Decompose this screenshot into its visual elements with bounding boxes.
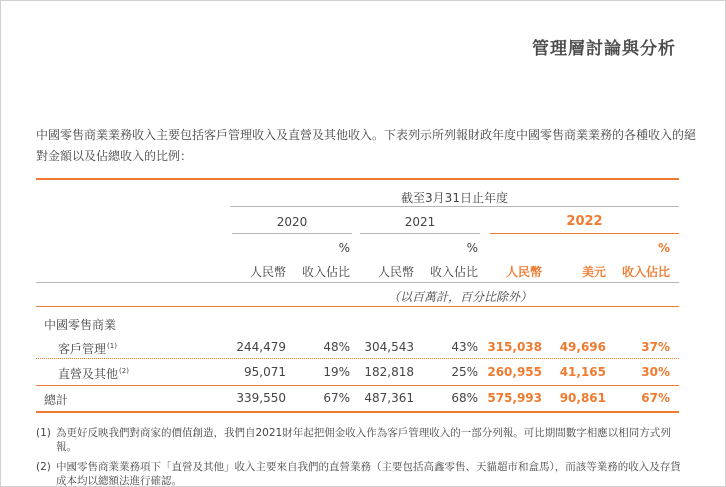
col-rmb-2022: 人民幣: [505, 265, 542, 279]
row-direct-sales-pct-2022: 30%: [641, 365, 670, 379]
total-pct-2020: 67%: [323, 391, 350, 405]
total-top-rule: [36, 385, 679, 386]
intro-paragraph: 中國零售商業業務收入主要包括客戶管理收入及直營及其他收入。下表列示所列報財政年度中國零售商業業務的各種收入的絕對金額以及佔總收入的比例：: [36, 128, 697, 163]
row-direct-sales-usd-2022: 41,165: [559, 365, 606, 379]
col-usd-2022: 美元: [581, 265, 606, 279]
footnotes: [36, 426, 686, 487]
row-customer-mgmt-2020: 244,479: [236, 340, 286, 354]
total-2020: 339,550: [236, 391, 286, 405]
row-direct-sales-pct-2020: 19%: [323, 365, 350, 379]
row-direct-sales-label: 直營及其他$^{(2)}$: [58, 367, 129, 381]
row-customer-mgmt-pct-2022: 37%: [641, 340, 670, 354]
row-direct-sales-pct-2021: 25%: [451, 365, 478, 379]
period-label: 截至3月31日止年度: [401, 191, 508, 205]
row-customer-mgmt-2021: 304,543: [364, 340, 414, 354]
footnote-2: (2) 中國零售商業業務項下「直營及其他」收入主要來自我們的直營業務（主要包括高鑫零售、天貓超市和盒馬），而該等業務的收入及存貨成本均以總額法進行確認。: [36, 461, 681, 487]
pct-mark-2022: %: [657, 241, 670, 255]
row-customer-mgmt-2022: 315,038: [487, 340, 542, 354]
year-2021: 2021: [404, 215, 436, 229]
year-2022: 2022: [566, 214, 603, 229]
total-2021: 487,361: [364, 391, 414, 405]
col-pct-2020: 收入佔比: [301, 265, 350, 279]
pct-mark-2021: %: [466, 241, 478, 255]
row-direct-sales-2022: 260,955: [487, 365, 542, 379]
year-2021-underline: [360, 233, 480, 234]
table-top-rule: [36, 178, 679, 180]
section-title: 管理層討論與分析: [532, 39, 676, 59]
row-customer-mgmt-pct-2021: 43%: [451, 340, 478, 354]
col-rmb-2021: 人民幣: [377, 265, 414, 279]
year-2022-underline: [490, 233, 679, 234]
pct-mark-2020: %: [338, 241, 350, 255]
row-separator-1: [36, 358, 679, 359]
total-usd-2022: 90,861: [559, 391, 606, 405]
col-pct-2021: 收入佔比: [429, 265, 478, 279]
footnote-1: (1) 為更好反映我們對商家的價值創造，我們自2021財年起把佣金收入作為客戶管理收入的一部分列報。可比期間數字相應以相同方式列報。: [36, 427, 671, 453]
total-pct-2021: 68%: [451, 391, 478, 405]
col-rmb-2020: 人民幣: [249, 265, 286, 279]
unit-note-rule: [36, 306, 679, 307]
total-2022: 575,993: [487, 391, 542, 405]
col-pct-2022: 收入佔比: [621, 265, 670, 279]
table-bottom-rule: [36, 411, 679, 413]
total-label: 總計: [44, 393, 69, 407]
period-underline: [230, 206, 679, 207]
year-2020-underline: [232, 233, 352, 234]
section-label: 中國零售商業: [44, 318, 117, 332]
row-direct-sales-2021: 182,818: [364, 365, 414, 379]
row-customer-mgmt-label: 客戶管理$^{(1)}$: [58, 342, 117, 356]
row-customer-mgmt-usd-2022: 49,696: [559, 340, 606, 354]
row-customer-mgmt-pct-2020: 48%: [323, 340, 350, 354]
unit-note: （以百萬計，百分比除外）: [387, 290, 532, 304]
row-direct-sales-2020: 95,071: [244, 365, 286, 379]
year-2020: 2020: [276, 215, 308, 229]
total-pct-2022: 67%: [641, 391, 670, 405]
header-bottom-rule: [36, 282, 679, 283]
